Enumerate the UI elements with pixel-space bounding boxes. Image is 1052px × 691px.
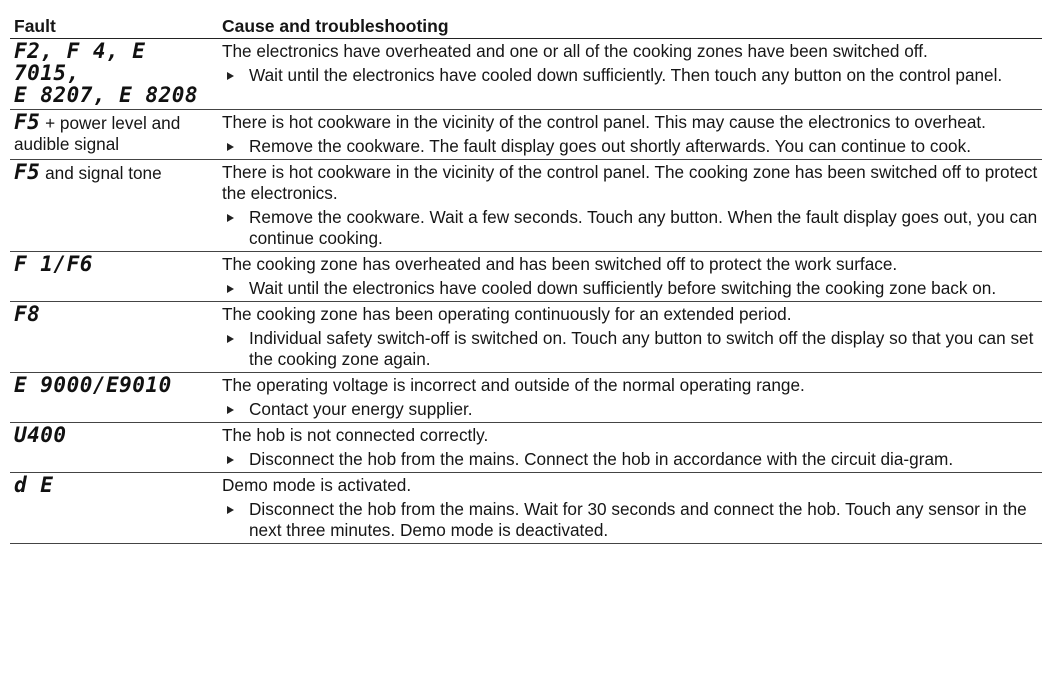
- fault-suffix: + power level and audible signal: [14, 113, 181, 154]
- bullet-arrow-icon: [227, 506, 234, 514]
- table-row: [10, 160, 1042, 252]
- table-row: [10, 473, 1042, 544]
- cause-cell: [216, 423, 1042, 473]
- fault-cell: [10, 373, 216, 423]
- cause-cell: [216, 302, 1042, 373]
- bullet-arrow-icon: [227, 335, 234, 343]
- fault-code: F 1/F6: [14, 252, 93, 276]
- cause-text: The hob is not connected correctly.: [222, 425, 489, 445]
- cause-cell: [216, 473, 1042, 544]
- fault-code: E 8207, E 8208: [14, 83, 199, 107]
- fault-cell: [10, 110, 216, 160]
- fault-code: F2, F 4, E 7015,: [14, 39, 146, 85]
- bullet-arrow-icon: [227, 143, 234, 151]
- action-text: Contact your energy supplier.: [249, 399, 473, 419]
- action-text: Disconnect the hob from the mains. Connect the hob in accordance with the circuit dia-gram.: [249, 449, 954, 469]
- bullet-arrow-icon: [227, 72, 234, 80]
- action-text: Disconnect the hob from the mains. Wait for 30 seconds and connect the hob. Touch any sensor in the next three minutes. Demo mode is deactivated.: [249, 499, 1027, 540]
- fault-code: d E: [14, 473, 54, 497]
- cause-text: There is hot cookware in the vicinity of the control panel. This may cause the electronics to overheat.: [222, 112, 986, 132]
- action-text: Wait until the electronics have cooled down sufficiently. Then touch any button on the control panel.: [249, 65, 1003, 85]
- table-row: [10, 373, 1042, 423]
- fault-cell: [10, 423, 216, 473]
- action-item: [222, 328, 1042, 370]
- cause-text: The cooking zone has overheated and has been switched off to protect the work surface.: [222, 254, 898, 274]
- fault-cell: [10, 252, 216, 302]
- fault-code: F8: [14, 302, 41, 326]
- action-text: Wait until the electronics have cooled down sufficiently before switching the cooking zone back on.: [249, 278, 997, 298]
- bullet-arrow-icon: [227, 456, 234, 464]
- cause-text: The cooking zone has been operating continuously for an extended period.: [222, 304, 792, 324]
- fault-code: F5: [14, 160, 41, 184]
- fault-table: [10, 12, 1042, 544]
- table-row: [10, 110, 1042, 160]
- fault-suffix: and signal tone: [40, 163, 162, 183]
- cause-text: There is hot cookware in the vicinity of the control panel. The cooking zone has been switched off to protect the electronics.: [222, 162, 1038, 203]
- cause-text: The operating voltage is incorrect and outside of the normal operating range.: [222, 375, 805, 395]
- table-row: [10, 39, 1042, 110]
- fault-cell: [10, 160, 216, 252]
- cause-cell: [216, 39, 1042, 110]
- fault-cell: [10, 39, 216, 110]
- bullet-arrow-icon: [227, 214, 234, 222]
- fault-cell: [10, 473, 216, 544]
- fault-code: F5: [14, 110, 41, 134]
- table-row: [10, 252, 1042, 302]
- cause-cell: [216, 160, 1042, 252]
- fault-cell: [10, 302, 216, 373]
- action-text: Remove the cookware. Wait a few seconds. Touch any button. When the fault display goes out, you can continue cooking.: [249, 207, 1038, 248]
- action-item: [222, 499, 1042, 541]
- cause-cell: [216, 373, 1042, 423]
- cause-cell: [216, 252, 1042, 302]
- action-item: [222, 278, 1042, 299]
- action-item: [222, 207, 1042, 249]
- action-item: [222, 449, 1042, 470]
- table-row: [10, 302, 1042, 373]
- column-header-fault: Fault: [10, 12, 216, 39]
- table-row: [10, 423, 1042, 473]
- action-text: Individual safety switch-off is switched on. Touch any button to switch off the display so that you can set the cooking zone again.: [249, 328, 1034, 369]
- bullet-arrow-icon: [227, 406, 234, 414]
- action-item: [222, 399, 1042, 420]
- fault-code: U400: [14, 423, 67, 447]
- action-text: Remove the cookware. The fault display goes out shortly afterwards. You can continue to cook.: [249, 136, 971, 156]
- cause-cell: [216, 110, 1042, 160]
- fault-code: E 9000/E9010: [14, 373, 172, 397]
- bullet-arrow-icon: [227, 285, 234, 293]
- cause-text: Demo mode is activated.: [222, 475, 412, 495]
- header-row: [10, 12, 1042, 39]
- cause-text: The electronics have overheated and one or all of the cooking zones have been switched off.: [222, 41, 928, 61]
- column-header-cause: Cause and troubleshooting: [216, 12, 1042, 39]
- action-item: [222, 65, 1042, 86]
- action-item: [222, 136, 1042, 157]
